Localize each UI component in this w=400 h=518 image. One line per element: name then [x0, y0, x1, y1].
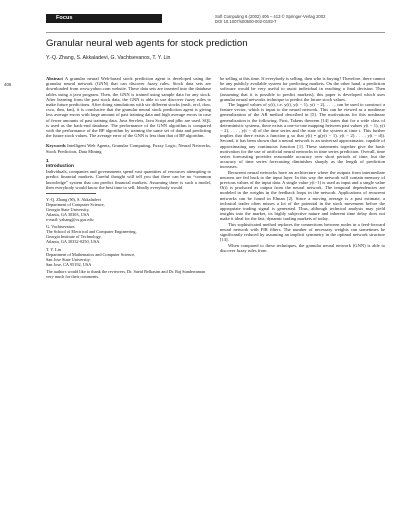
intro-text: Individuals, companies and governments spend vast quantities of resources attempting to predict financial markets. Careful thought will tell you that there can be no “common knowledge” system that can predict financial markets. Assuming there is such a model, then everybody would know the best time to sell. Ideally everybody would — [46, 169, 211, 190]
aff1-email: e-mail: yzhang@cs.gsu.edu — [46, 216, 94, 222]
aff2-name: G. Vachtsevanos — [46, 224, 75, 230]
aff3-dept: Department of Mathematics and Computer Science, — [46, 251, 136, 257]
keywords — [46, 143, 211, 153]
affiliation-1 — [46, 197, 211, 222]
paragraph-2: The lagged values of y(t), i.e. y(t), y(t − 1), y(t − 2), . . . , can be used to construct a feature vector, which is input to the neural network. This can be viewed as a nonlinear generalization of the AR method described in [5]. The motivations for this nonlinear generalization is the following. First, Takens theorem [14] states that for a wide class of deterministic systems, there exists a one-to-one mapping between past values y(t − 1), y(t − 2), . . . , y(t − d) of the time series and the state of the system at time t. This further implies that there exists a function g so that y(t) = g(y(t − 1), y(t − 2) . . . , y(t − d)). Second, it has been shown that a neural network is an universal approximator, capable of approximating any continuous function [1]. These statements together give the basic motivation for the use of artificial neural networks in time series prediction. Overall, time series forecasting provides reasonable accuracy over short periods of time, but the accuracy of time series forecasting diminishes sharply as the length of prediction increases. — [220, 102, 385, 170]
aff1-names: Y.-Q. Zhang (✉), S. Akkaladevi — [46, 196, 102, 202]
aff1-dept: Department of Computer Science, — [46, 201, 105, 207]
paragraph-3: Recurrent neural networks have an architecture where the outputs from intermediate neurons are fed back to the input layer. In this way the network will contain memory of previous values of the input data. A single value y(t−1) is used as input and a single value O(t) is produced as output from the neural network. The temporal dependencies are modeled in the weights in the feedback loops in the network. Applications of recurrent networks can be found in Elman [2]. Since a moving average is a past estimate, a technical trader often misses a lot of the potential in the stock movement before the appropriate trading signal is generated. Thus, although technical analysis may yield insights into the market, its highly subjective nature and inherent time delay does not make it ideal for the fast, dynamic trading markets of today. — [220, 169, 385, 222]
acknowledgement: The authors would like to thank the reviewers, Dr. Saeid Belkasim and Dr. Raj Sunderraman very much for their comments. — [46, 269, 206, 280]
aff1-city: Atlanta, GA 30303, USA — [46, 211, 90, 217]
journal-citation: Soft Computing 6 (2002) 406 – 413 © Springer-Verlag 2002 — [215, 14, 326, 19]
abstract — [46, 76, 211, 138]
right-column — [220, 76, 385, 253]
aff2-univ: Georgia Institute of Technology, — [46, 234, 102, 240]
affiliation-2 — [46, 224, 211, 244]
keywords-text: Intelligent Web Agents, Granular Computing, Fuzzy Logic, Neural Networks, Stock Prediction, Data Mining — [46, 143, 211, 154]
doi: DOI 10.1007/s00500-002-0193-7 — [215, 19, 277, 25]
paragraph-4: This sophisticated method replaces the connections between nodes in a feed-forward neural network with FIR filters. The number of necessary weights can sometimes be significantly reduced by assuming an implicit symmetry in the optimal network structure [13]. — [220, 221, 385, 243]
intro-number: 1 — [46, 158, 49, 164]
left-column — [46, 76, 211, 279]
keywords-label: Keywords — [46, 143, 66, 149]
journal-info — [215, 14, 385, 25]
header-rule — [46, 32, 385, 33]
paragraph-1: be selling at this time. If everybody is selling, then who is buying? Therefore, there cannot be any publicly available system for predicting markets. On the other hand, a prediction software would be very useful to assist individual in reaching a final decision. Then (assuming that it is possible to predict markets), this paper is developed which uses granular neural networks technique to predict the future stock values. — [220, 76, 385, 102]
aff2-dept: The School of Electrical and Computer Engineering, — [46, 229, 137, 235]
intro-heading: Introduction — [46, 164, 74, 170]
author-list: Y.-Q. Zhang, S. Akkaladevi, G. Vachtsevanos, T. Y. Lin — [46, 55, 171, 61]
aff3-univ: San Jose State University, — [46, 256, 91, 262]
abstract-text: A granular neural Web-based stock prediction agent is developed using the granular neural network (GNN) that can discover fuzzy rules. Stock data sets are downloaded from www.yahoo.com website. These data sets are inserted into the database tables using a java program. Then, the GNN is trained using sample data for any stock. After learning from the past stock data, the GNN is able to use discover fuzzy rules to make future predictions. After doing simulations with six different stocks (msft, orcl, dow, csco, ibm, km), it is conclusive that the granular neural stock prediction agent is giving less average errors with large amount of past training data and high average errors in case of fewer amounts of past training data. Java Servlets, Java Script and jdbc are used. SQL is used as the back-end database. The performance of the GNN algorithm is compared with the performance of the BP algorithm by training the same set of data and predicting the future stock values. The average error of the GNN is less than that of BP algorithm. — [46, 76, 212, 139]
section-label: Focus — [46, 14, 162, 23]
abstract-label: Abstract — [46, 76, 63, 81]
affiliation-3 — [46, 247, 211, 267]
article-title: Granular neural web agents for stock prediction — [46, 38, 248, 49]
page-number: 406 — [4, 82, 12, 87]
aff3-name: T. Y. Lin — [46, 246, 61, 252]
aff1-univ: Georgia State University, — [46, 206, 90, 212]
footnote-rule — [46, 193, 96, 194]
aff2-city: Atlanta, GA 30332-0250, USA — [46, 239, 100, 245]
paragraph-5: When compared to these techniques, the granular neural network (GNN) is able to discover fuzzy rules from — [220, 242, 385, 253]
aff3-city: San Jose, CA 95192, USA — [46, 261, 92, 267]
